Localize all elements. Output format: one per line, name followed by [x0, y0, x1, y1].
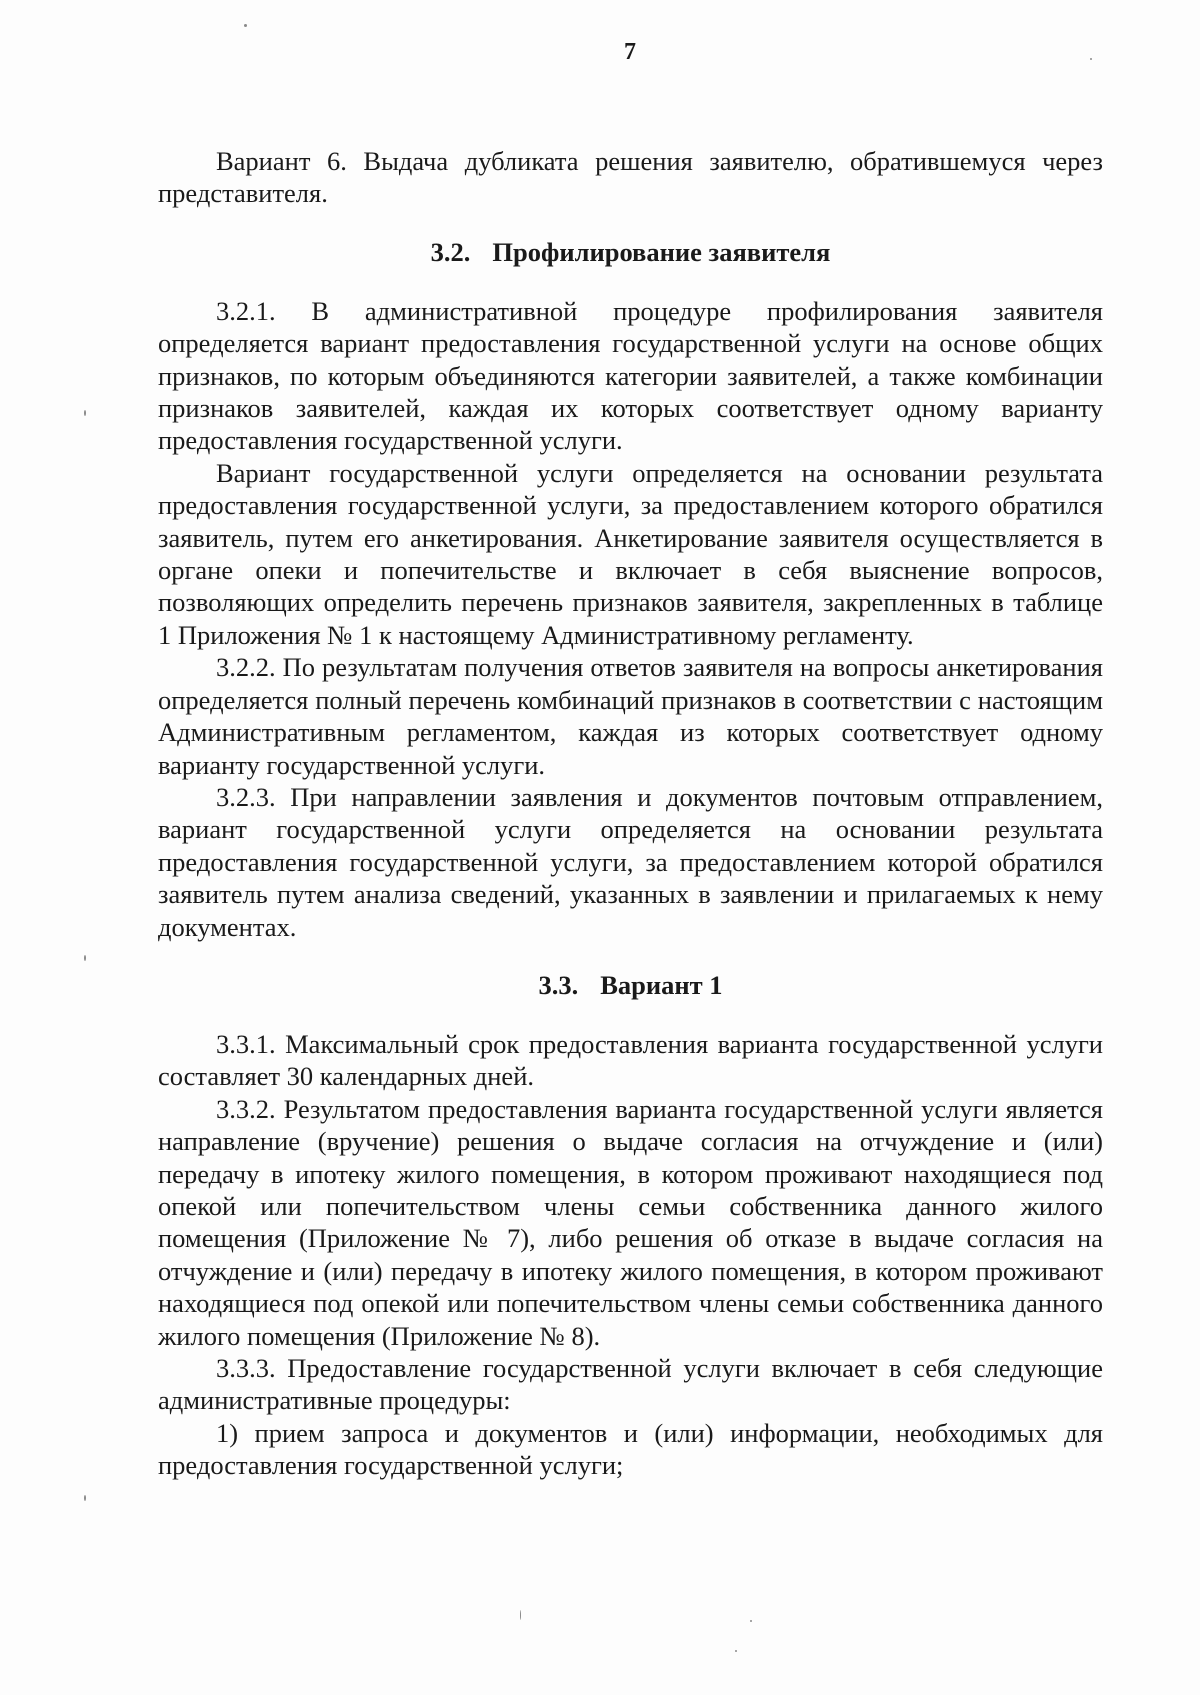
scan-speck — [1090, 58, 1092, 60]
paragraph-3-2-3: 3.2.3. При направлении заявления и документов почтовым отправлением, вариант государственной услуги определяется на основании результата предоставления государственной услуги, за предоставлением которой обратился заявитель путем анализа сведений, указанных в заявлении и прилагаемых к нему документах. — [158, 781, 1103, 942]
section-title: Профилирование заявителя — [492, 236, 831, 267]
scan-speck — [84, 955, 86, 961]
scan-speck — [84, 410, 86, 416]
paragraph-3-3-2: 3.3.2. Результатом предоставления варианта государственной услуги является направление (вручение) решения о выдаче согласия на отчуждение и (или) передачу в ипотеку жилого помещения, в котором проживают находящиеся под опекой или попечительством члены семьи собственника данного жилого помещения (Приложение № 7), либо решения об отказе в выдаче согласия на отчуждение и (или) передачу в ипотеку жилого помещения, в котором проживают находящиеся под опекой или попечительством члены семьи собственника данного жилого помещения (Приложение № 8). — [158, 1093, 1103, 1351]
paragraph-variant-6: Вариант 6. Выдача дубликата решения заявителю, обратившемуся через представителя. — [158, 146, 1103, 209]
scan-speck — [735, 1650, 737, 1652]
paragraph-3-2-1: 3.2.1. В административной процедуре профилирования заявителя определяется вариант предоставления государственной услуги на основе общих признаков, по которым объединяются категории заявителей, а также комбинации признаков заявителей, каждая их которых соответствует одному варианту предоставления государственной услуги. — [158, 295, 1103, 456]
scan-speck — [520, 1610, 521, 1620]
scan-speck — [244, 24, 247, 27]
section-heading-3-2 — [158, 236, 1103, 268]
paragraph-3-3-1: 3.3.1. Максимальный срок предоставления варианта государственной услуги составляет 30 календарных дней. — [158, 1028, 1103, 1092]
scan-speck — [750, 1620, 752, 1622]
list-item-1: 1) прием запроса и документов и (или) информации, необходимых для предоставления государственной услуги; — [158, 1417, 1103, 1481]
page-number: 7 — [624, 39, 636, 65]
paragraph-variant-definition: Вариант государственной услуги определяется на основании результата предоставления государственной услуги, за предоставлением которого обратился заявитель, путем его анкетирования. Анкетирование заявителя осуществляется в органе опеки и попечительстве и включает в себя выяснение вопросов, позволяющих определить перечень признаков заявителя, закрепленных в таблице 1 Приложения № 1 к настоящему Административному регламенту. — [158, 457, 1103, 650]
section-title: Вариант 1 — [600, 969, 723, 1000]
scan-speck — [84, 1495, 86, 1501]
paragraph-3-2-2: 3.2.2. По результатам получения ответов заявителя на вопросы анкетирования определяется полный перечень комбинаций признаков в соответствии с настоящим Административным регламентом, каждая из которых соответствует одному варианту государственной услуги. — [158, 652, 1103, 780]
section-number: 3.3. — [538, 969, 579, 1000]
section-heading-3-3 — [158, 969, 1103, 1001]
document-body — [158, 145, 1103, 1482]
paragraph-3-3-3: 3.3.3. Предоставление государственной услуги включает в себя следующие административные процедуры: — [158, 1353, 1103, 1416]
section-number: 3.2. — [430, 236, 471, 267]
